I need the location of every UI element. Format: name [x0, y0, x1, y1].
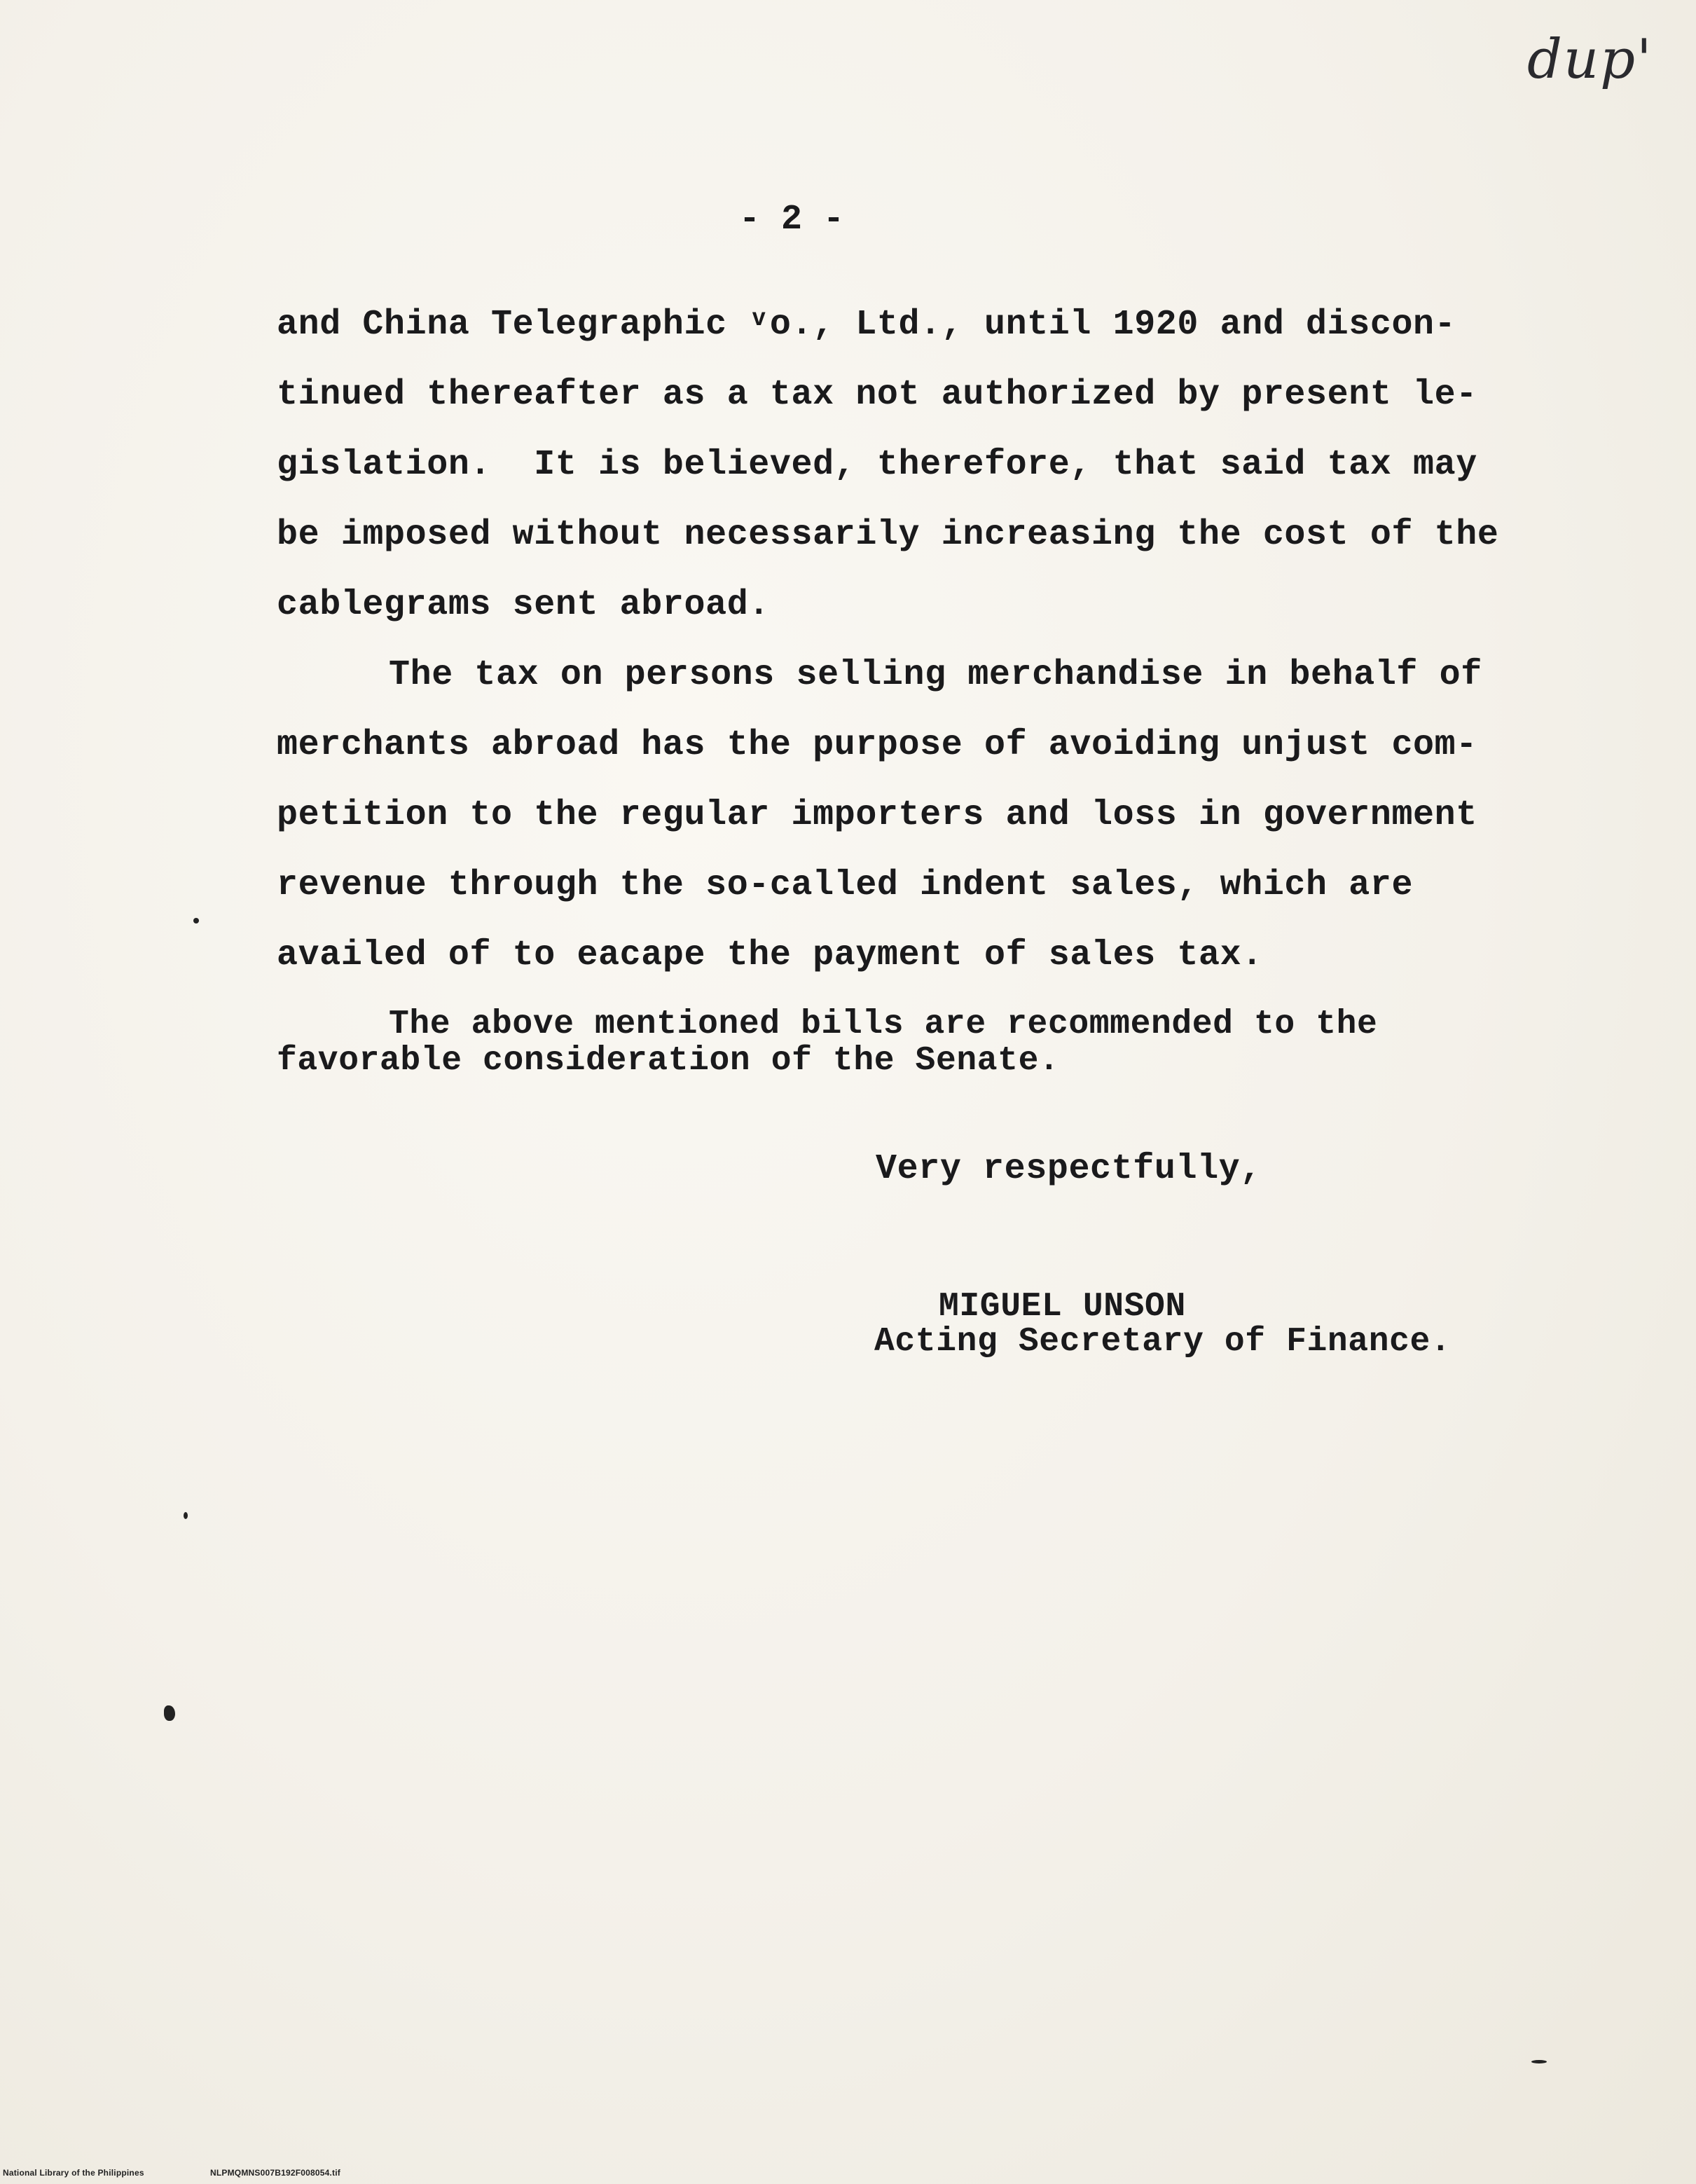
signature-title: Acting Secretary of Finance. — [874, 1323, 1452, 1361]
body-line: tinued thereafter as a tax not authorized by present le- — [277, 375, 1477, 415]
ink-speck — [1531, 2060, 1547, 2063]
footer-institution: National Library of the Philippines — [3, 2168, 144, 2178]
body-line: and China Telegraphic ᵛo., Ltd., until 1920 and discon- — [277, 305, 1456, 345]
body-line: revenue through the so-called indent sales, which are — [277, 865, 1414, 905]
body-line: be imposed without necessarily increasing the cost of the — [277, 515, 1499, 555]
footer-file-id: NLPMQMNS007B192F008054.tif — [210, 2168, 340, 2178]
handwritten-annotation: dup' — [1527, 28, 1653, 91]
body-line: The tax on persons selling merchandise in behalf of — [389, 655, 1482, 695]
page-number: - 2 - — [739, 200, 845, 240]
body-line: The above mentioned bills are recommended to the — [389, 1005, 1378, 1043]
ink-speck — [184, 1512, 188, 1519]
ink-speck — [193, 918, 199, 923]
body-line: availed of to eacape the payment of sales tax. — [277, 935, 1263, 975]
body-line: merchants abroad has the purpose of avoiding unjust com- — [277, 725, 1477, 765]
ink-speck — [164, 1705, 175, 1721]
body-line: favorable consideration of the Senate. — [277, 1042, 1060, 1080]
body-line: gislation. It is believed, therefore, that said tax may — [277, 445, 1477, 485]
signature-name: MIGUEL UNSON — [939, 1288, 1186, 1326]
closing: Very respectfully, — [876, 1149, 1262, 1189]
body-line: petition to the regular importers and loss in government — [277, 795, 1477, 835]
body-line: cablegrams sent abroad. — [277, 585, 770, 625]
